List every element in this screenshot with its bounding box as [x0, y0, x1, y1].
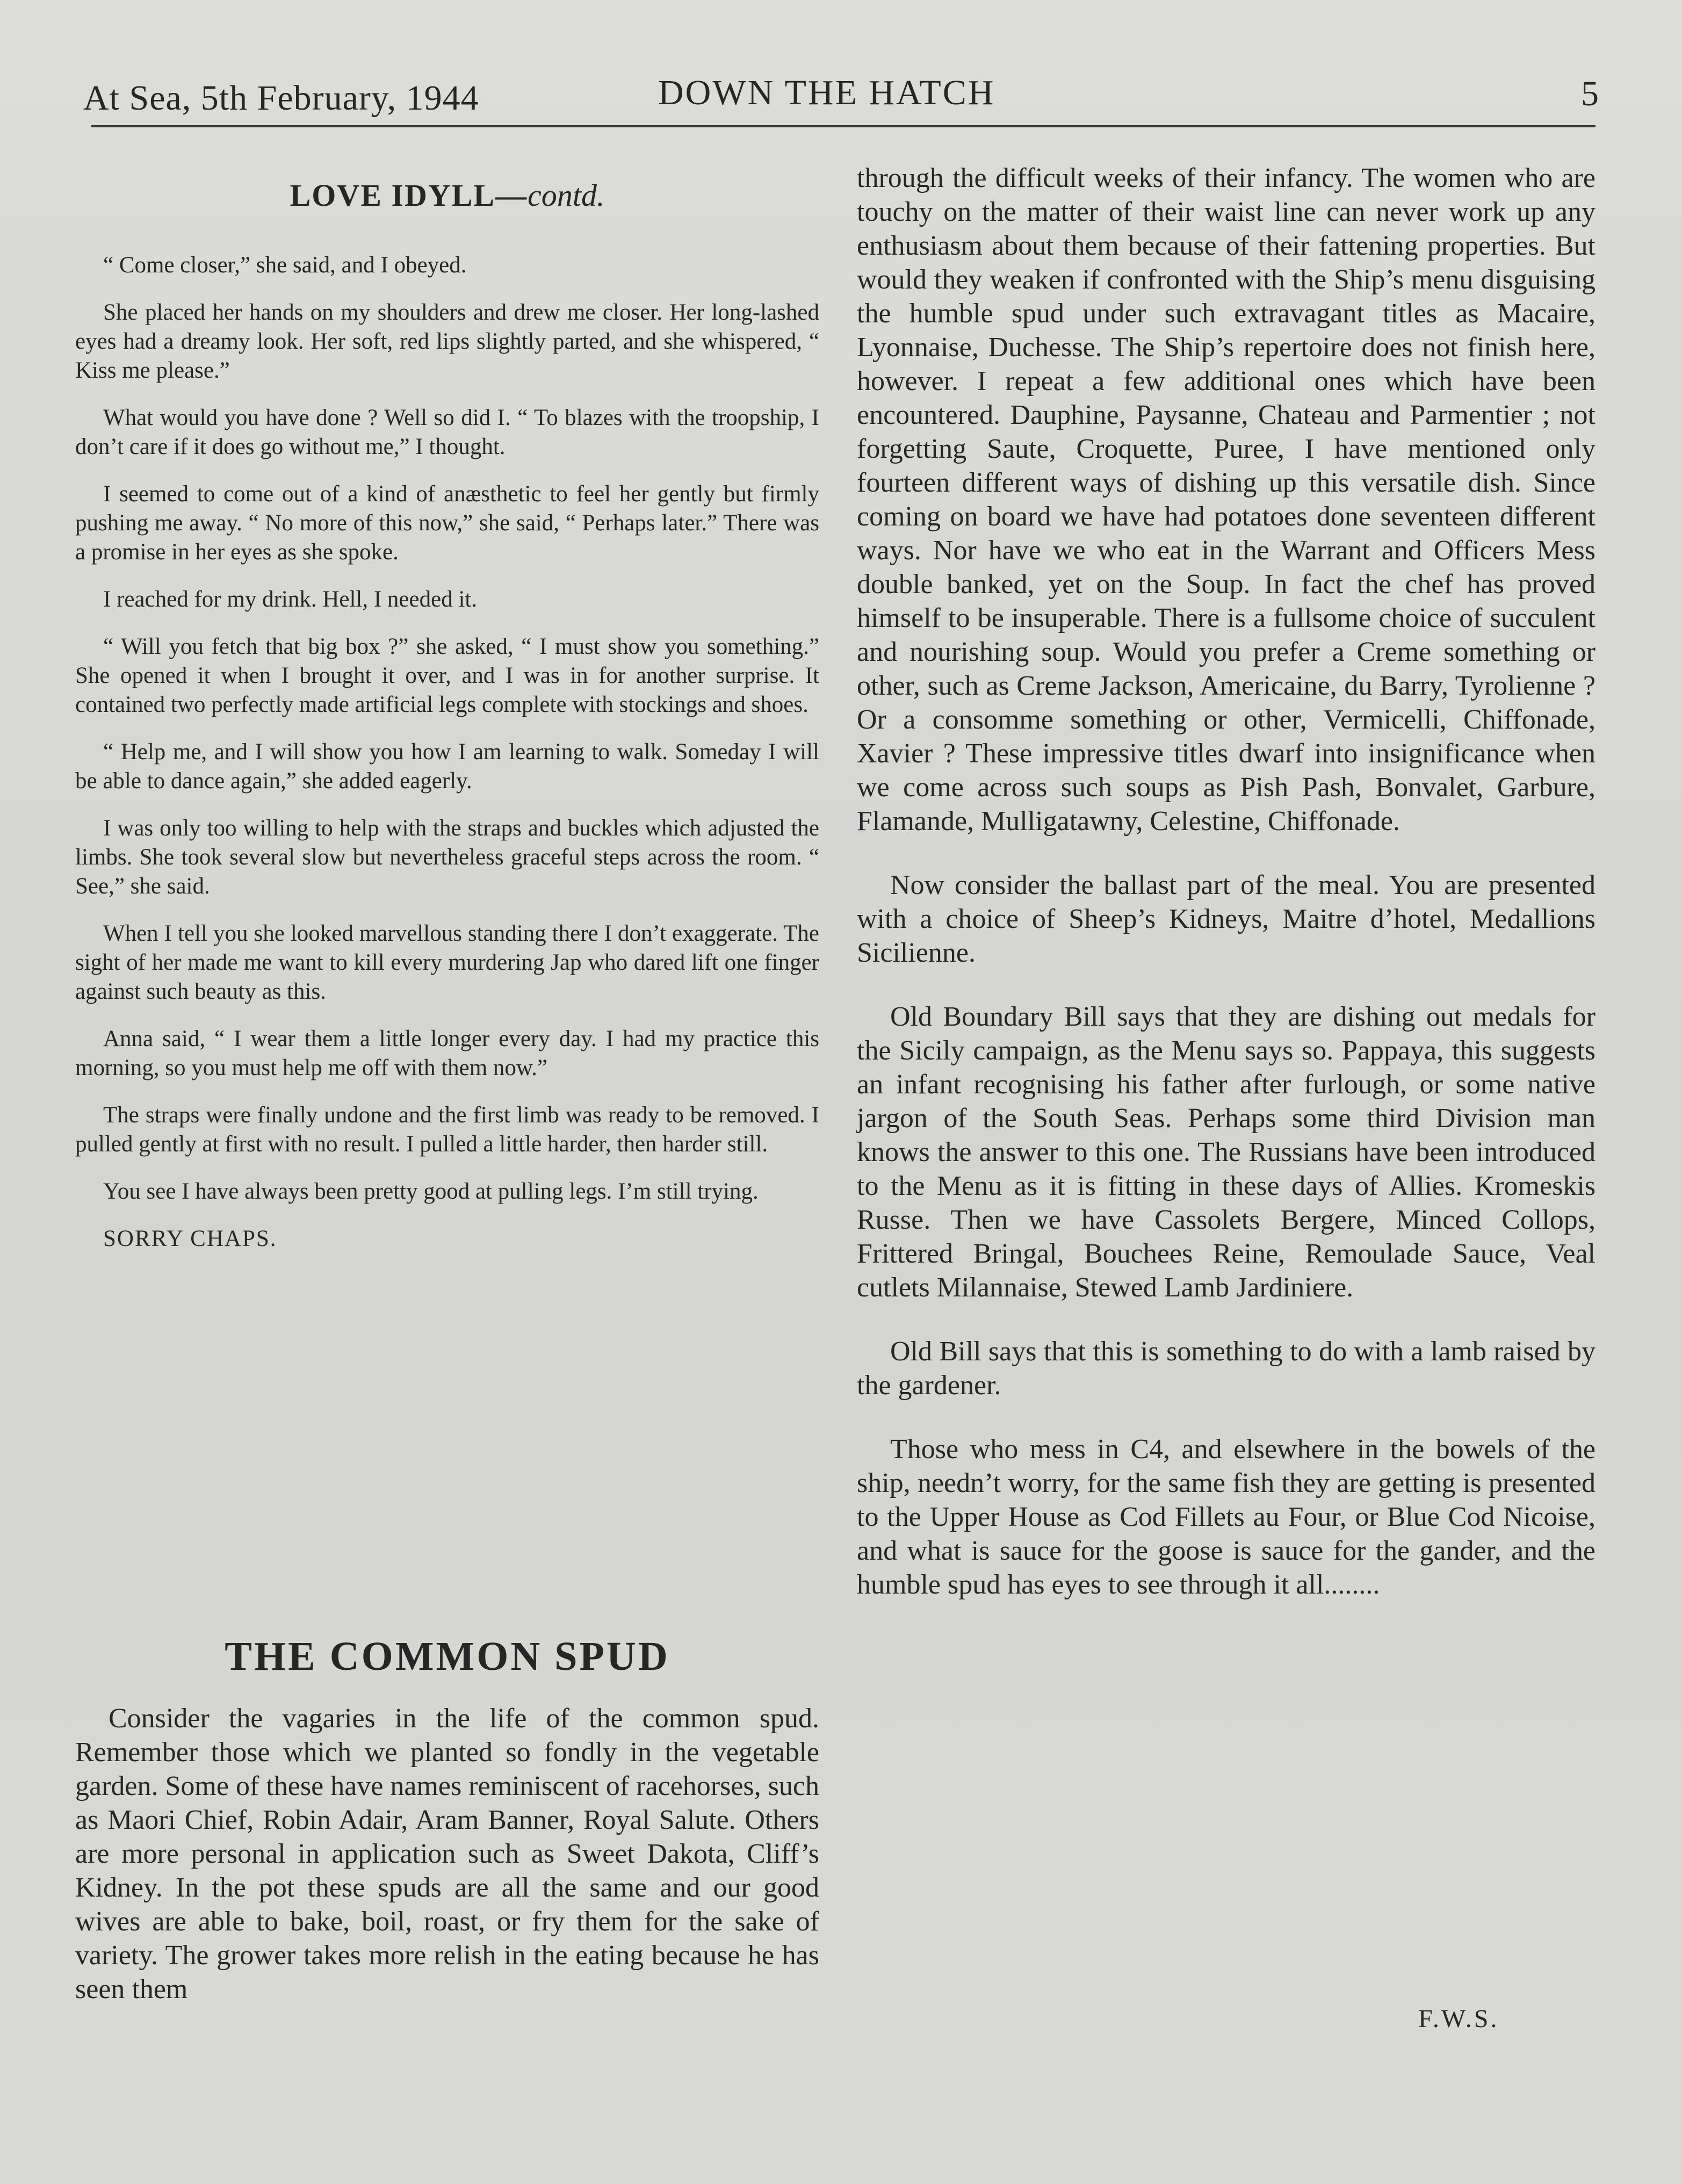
paragraph: through the difficult weeks of their infancy. The women who are touchy on the matter of their waist line can never work up any enthusiasm about them because of their fattening properties. But would they weaken if confronted with the Ship’s menu disguising the humble spud under such extravagant titles as Macaire, Lyonnaise, Duchesse. The Ship’s repertoire does not finish here, however. I repeat a few additional ones which have been encountered. Dauphine, Paysanne, Chateau and Parmentier ; not forgetting Saute, Croquette, Puree, I have mentioned only fourteen different ways of dishing up this versatile dish. Since coming on board we have had potatoes done seventeen different ways. Nor have we who eat in the Warrant and Officers Mess double banked, yet on the Soup. In fact the chef has proved himself to be insuperable. There is a fullsome choice of succulent and nourishing soup. Would you prefer a Creme something or other, such as Creme Jackson, Americaine, du Barry, Tyrolienne ? Or a consomme something or other, Vermicelli, Chiffonade, Xavier ? These impressive titles dwarf into insignificance when we come across such soups as Pish Pash, Bonvalet, Garbure, Flamande, Mulligatawny, Celestine, Chiffonade.	[857, 163, 1596, 837]
page-number: 5	[1581, 74, 1599, 113]
paragraph: What would you have done ? Well so did I. “ To blazes with the troopship, I don’t care if it does go without me,” I thought.	[75, 405, 819, 459]
paragraph: I was only too willing to help with the straps and buckles which adjusted the limbs. She took several slow but nevertheless graceful steps across the room. “ See,” she said.	[75, 816, 819, 899]
paragraph: Old Boundary Bill says that they are dishing out medals for the Sicily campaign, as the Menu says so. Pappaya, this suggests an infant recognising his father after furlough, or some native jargon of the South Seas. Perhaps some third Division man knows the answer to this one. The Russians have been introduced to the Menu as it is fitting in these days of Allies. Kromeskis Russe. Then we have Cassolets Bergere, Minced Collops, Frittered Bringal, Bouchees Reine, Remoulade Sauce, Veal cutlets Milannaise, Stewed Lamb Jardiniere.	[857, 1001, 1596, 1303]
author-signature: F.W.S.	[1418, 2005, 1499, 2033]
common-spud-title: THE COMMON SPUD	[225, 1634, 670, 1679]
header-rule	[91, 125, 1596, 127]
love-idyll-article	[75, 161, 819, 1272]
common-spud-continued	[857, 161, 1596, 1632]
page-header	[83, 67, 1599, 132]
issue-date: At Sea, 5th February, 1944	[83, 78, 479, 118]
paragraph: I reached for my drink. Hell, I needed it.	[103, 587, 478, 612]
love-idyll-title-text: LOVE IDYLL—	[290, 178, 528, 213]
paragraph: Those who mess in C4, and elsewhere in the bowels of the ship, needn’t worry, for the same fish they are getting is presented to the Upper House as Cod Fillets au Four, or Blue Cod Nicoise, and what is sauce for the goose is sauce for the gander, and the humble spud has eyes to see through it all........	[857, 1434, 1596, 1600]
paragraph: You see I have always been pretty good at pulling legs. I’m still trying.	[103, 1179, 759, 1204]
love-idyll-signoff: SORRY CHAPS.	[103, 1226, 277, 1251]
paragraph: The straps were finally undone and the first limb was ready to be removed. I pulled gently at first with no result. I pulled a little harder, then harder still.	[75, 1102, 819, 1157]
love-idyll-title	[75, 177, 819, 213]
paragraph: Anna said, “ I wear them a little longer every day. I had my practice this morning, so you must help me off with them now.”	[75, 1026, 819, 1080]
paragraph: She placed her hands on my shoulders and drew me closer. Her long-lashed eyes had a dreamy look. Her soft, red lips slightly parted, and she whispered, “ Kiss me please.”	[75, 300, 819, 383]
paragraph: When I tell you she looked marvellous standing there I don’t exaggerate. The sight of her made me want to kill every murdering Jap who dared lift one finger against such beauty as this.	[75, 921, 819, 1004]
paragraph: “ Come closer,” she said, and I obeyed.	[103, 253, 467, 278]
common-spud-article	[75, 1633, 819, 2006]
paragraph: I seemed to come out of a kind of anæsthetic to feel her gently but firmly pushing me away. “ No more of this now,” she said, “ Perhaps later.” There was a promise in her eyes as she spoke.	[75, 481, 819, 565]
paragraph: Now consider the ballast part of the meal. You are presented with a choice of Sheep’s Kidneys, Maitre d’hotel, Medallions Sicilienne.	[857, 870, 1596, 968]
paragraph: “ Help me, and I will show you how I am learning to walk. Someday I will be able to dance again,” she added eagerly.	[75, 739, 819, 794]
paragraph: Consider the vagaries in the life of the common spud. Remember those which we planted so fondly in the vegetable garden. Some of these have names reminiscent of racehorses, such as Maori Chief, Robin Adair, Aram Banner, Royal Salute. Others are more personal in application such as Sweet Dakota, Cliff’s Kidney. In the pot these spuds are all the same and our good wives are able to bake, boil, roast, or fry them for the sake of variety. The grower takes more relish in the eating because he has seen them	[75, 1703, 819, 2005]
paragraph: Old Bill says that this is something to do with a lamb raised by the gardener.	[857, 1336, 1596, 1401]
paragraph: “ Will you fetch that big box ?” she asked, “ I must show you something.” She opened it when I brought it over, and I was in for another surprise. It contained two perfectly made artificial legs complete with stockings and shoes.	[75, 634, 819, 717]
masthead-title: DOWN THE HATCH	[658, 73, 995, 112]
love-idyll-title-suffix: contd.	[528, 178, 605, 213]
